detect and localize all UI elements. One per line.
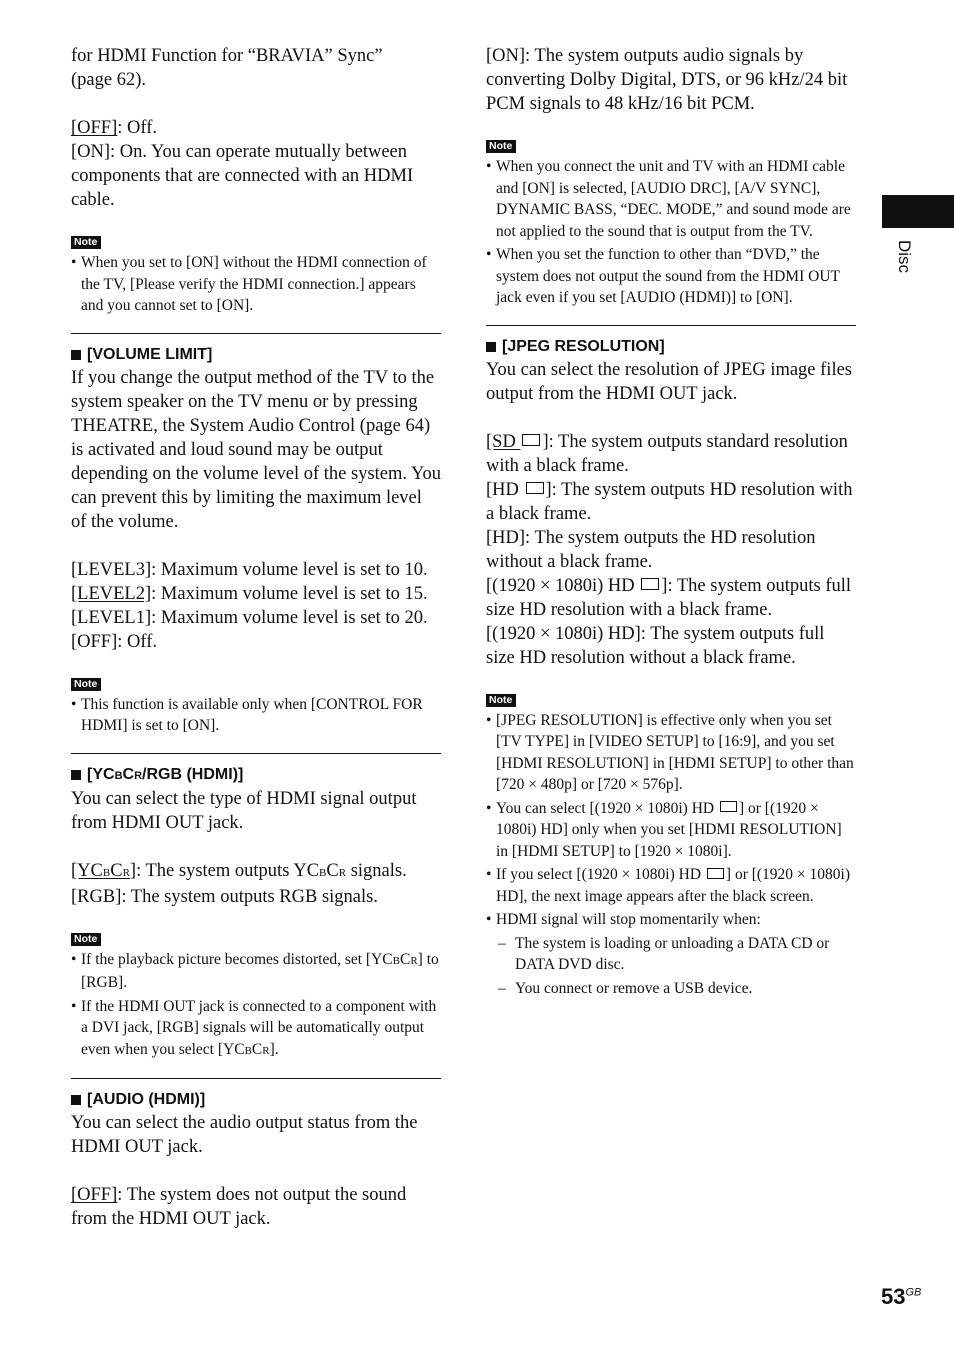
note-badge: Note: [71, 678, 101, 691]
frame-icon: [641, 578, 659, 590]
dash-item: – You connect or remove a USB device.: [486, 978, 856, 1000]
jpeg-description: You can select the resolution of JPEG image files output from the HDMI OUT jack.: [486, 359, 852, 404]
text-part: B: [392, 954, 400, 967]
text-part: R: [122, 866, 130, 879]
note-item: • [JPEG RESOLUTION] is effective only when you set [TV TYPE] in [VIDEO SETUP] to [16:9], and you set [HDMI RESOLUTION] in [HDMI SETUP] to other than [720 × 480p] or [720 × 576p].: [486, 710, 856, 796]
text-part: C: [251, 1040, 263, 1058]
text-part: signals.: [346, 860, 407, 881]
option-level3: [LEVEL3]: Maximum volume level is set to 10.: [71, 559, 428, 580]
section-divider: [71, 753, 441, 754]
right-column: [486, 44, 856, 1001]
note-item: • When you set the function to other than “DVD,” the system does not output the sound from the HDMI OUT jack even if you set [AUDIO (HDMI)] to [ON].: [486, 244, 856, 309]
default-marker: [71, 861, 136, 881]
text-part: C: [110, 860, 123, 881]
note-badge: Note: [71, 933, 101, 946]
text-part: ].: [269, 1040, 279, 1058]
frame-icon: [526, 482, 544, 494]
option-sd-frame: [486, 430, 856, 478]
text-part: [SD: [486, 431, 521, 452]
text-part: ]: The system outputs HD resolution with a black frame.: [486, 479, 853, 524]
text-part: ]: [542, 431, 549, 452]
note-block: [71, 674, 441, 737]
text-part: C: [399, 950, 411, 968]
note-item: • This function is available only when [CONTROL FOR HDMI] is set to [ON].: [71, 694, 441, 737]
text-part: ] or [(1920 × 1080i) HD], the next image appears after the black screen.: [496, 866, 851, 905]
left-column: [71, 44, 441, 1231]
section-heading-audio-hdmi: [71, 1089, 441, 1111]
text-part: B: [319, 866, 327, 879]
note-badge: Note: [486, 140, 516, 153]
text-part: B: [244, 1044, 252, 1057]
text-part: R: [262, 1044, 270, 1057]
option-hd-frame: [486, 478, 856, 526]
section-tab: [882, 195, 954, 228]
heading-part: C: [122, 765, 135, 783]
volume-description: If you change the output method of the TV to the system speaker on the TV menu or by pressing THEATRE, the System Audio Control (page 64) is activated and loud sound may be output depending on the volume level of the system. You can prevent this by limiting the maximum level of the volume.: [71, 367, 441, 532]
text-part: ]: The system outputs full size HD resolution with a black frame.: [486, 575, 852, 620]
option-on: [ON]: On. You can operate mutually between components that are connected with an HDMI cable.: [71, 142, 414, 210]
square-bullet-icon: [71, 770, 81, 780]
note-item: [486, 798, 856, 863]
option-rgb: [RGB]: The system outputs RGB signals.: [71, 886, 378, 907]
option-hd: [HD]: The system outputs the HD resolution without a black frame.: [486, 527, 816, 572]
heading-part: [YC: [87, 765, 115, 783]
option-on: [ON]: The system outputs audio signals by converting Dolby Digital, DTS, or 96 kHz/24 bit PCM signals to 48 kHz/16 bit PCM.: [486, 46, 848, 114]
audio-description: You can select the audio output status from the HDMI OUT jack.: [71, 1113, 418, 1157]
section-heading-volume-limit: [71, 344, 441, 366]
text-part: R: [338, 866, 347, 879]
page-number-value: 53: [881, 1284, 906, 1309]
section-divider: [486, 325, 856, 326]
heading-part: /RGB (HDMI)]: [142, 765, 244, 783]
note-item: • When you set to [ON] without the HDMI connection of the TV, [Please verify the HDMI connection.] appears and you cannot set to [ON].: [71, 252, 441, 317]
dash-item: – The system is loading or unloading a DATA CD or DATA DVD disc.: [486, 933, 856, 976]
option-level2: [71, 582, 441, 606]
text-part: [YC: [71, 860, 103, 881]
text-part: ]: [129, 860, 137, 881]
section-divider: [71, 1078, 441, 1079]
text-part: B: [102, 866, 111, 879]
square-bullet-icon: [71, 350, 81, 360]
text-part: If the playback picture becomes distorted, set [YC: [81, 950, 393, 968]
intro-line-1: for HDMI Function for “BRAVIA” Sync”: [71, 46, 383, 66]
text-part: C: [326, 860, 339, 881]
heading-text: [AUDIO (HDMI)]: [87, 1091, 206, 1108]
option-level1: [LEVEL1]: Maximum volume level is set to 20.: [71, 607, 428, 628]
default-marker: [486, 432, 549, 452]
option-off: [OFF]: Off.: [71, 631, 157, 652]
page-number-suffix: GB: [905, 1286, 922, 1299]
note-item: [486, 864, 856, 907]
note-item: [71, 949, 441, 994]
note-item: [71, 996, 441, 1063]
note-block: [71, 232, 441, 317]
square-bullet-icon: [486, 342, 496, 352]
intro-line-2: (page 62).: [71, 70, 146, 90]
note-block: [486, 690, 856, 1000]
note-block: [71, 929, 441, 1063]
option-ycbcr: [71, 859, 441, 885]
frame-icon: [720, 801, 737, 812]
section-label: Disc: [895, 240, 914, 274]
note-item: • When you connect the unit and TV with an HDMI cable and [ON] is selected, [AUDIO DRC], [A/V SYNC], DYNAMIC BASS, “DEC. MODE,” and sound mode are not applied to the sound that is output from the TV.: [486, 156, 856, 242]
text-part: If the HDMI OUT jack is connected to a component with a DVI jack, [RGB] signals will be automatically output even when you select [YC: [81, 997, 437, 1058]
text-part: If you select [(1920 × 1080i) HD: [496, 866, 705, 883]
square-bullet-icon: [71, 1095, 81, 1105]
text-part: You can select [(1920 × 1080i) HD: [496, 799, 718, 817]
note-item: • HDMI signal will stop momentarily when:: [486, 909, 856, 931]
text-part: ] or [(1920 × 1080i) HD] only when you set [HDMI RESOLUTION] in [HDMI SETUP] to [1920 × 1080i].: [496, 799, 842, 860]
section-heading-jpeg-resolution: [486, 336, 856, 358]
default-marker: [LEVEL2]: [71, 583, 152, 604]
option-off-text: : The system does not output the sound from the HDMI OUT jack.: [71, 1185, 407, 1229]
text-part: : The system outputs YC: [136, 860, 320, 881]
heading-part: R: [134, 769, 143, 782]
section-heading-ycbcr-rgb: [71, 764, 441, 787]
text-part: R: [410, 954, 418, 967]
heading-text: [87, 764, 243, 787]
note-badge: Note: [71, 236, 101, 249]
option-full-hd-frame: [486, 574, 856, 622]
section-divider: [71, 333, 441, 334]
default-marker: [OFF]: [71, 1185, 118, 1205]
page-number: [881, 1284, 921, 1310]
option-full-hd: [(1920 × 1080i) HD]: The system outputs full size HD resolution without a black frame.: [486, 623, 825, 668]
frame-icon: [522, 434, 540, 446]
option-off: [71, 116, 441, 140]
note-block: [486, 136, 856, 309]
text-part: [HD: [486, 479, 524, 500]
option-off: [71, 1183, 441, 1231]
frame-icon: [707, 868, 724, 879]
note-badge: Note: [486, 694, 516, 707]
heading-text: [JPEG RESOLUTION]: [502, 337, 665, 355]
option-off-text: : Off.: [117, 118, 158, 138]
default-marker: [OFF]: [71, 118, 118, 138]
text-part: [(1920 × 1080i) HD: [486, 575, 640, 596]
text-part: ] to [RGB].: [81, 950, 439, 991]
heading-text: [VOLUME LIMIT]: [87, 345, 213, 363]
option-level2-text: : Maximum volume level is set to 15.: [151, 583, 428, 604]
heading-part: B: [114, 769, 123, 782]
ycbcr-description: You can select the type of HDMI signal output from HDMI OUT jack.: [71, 788, 417, 833]
text-part: : The system outputs standard resolution with a black frame.: [486, 431, 848, 476]
